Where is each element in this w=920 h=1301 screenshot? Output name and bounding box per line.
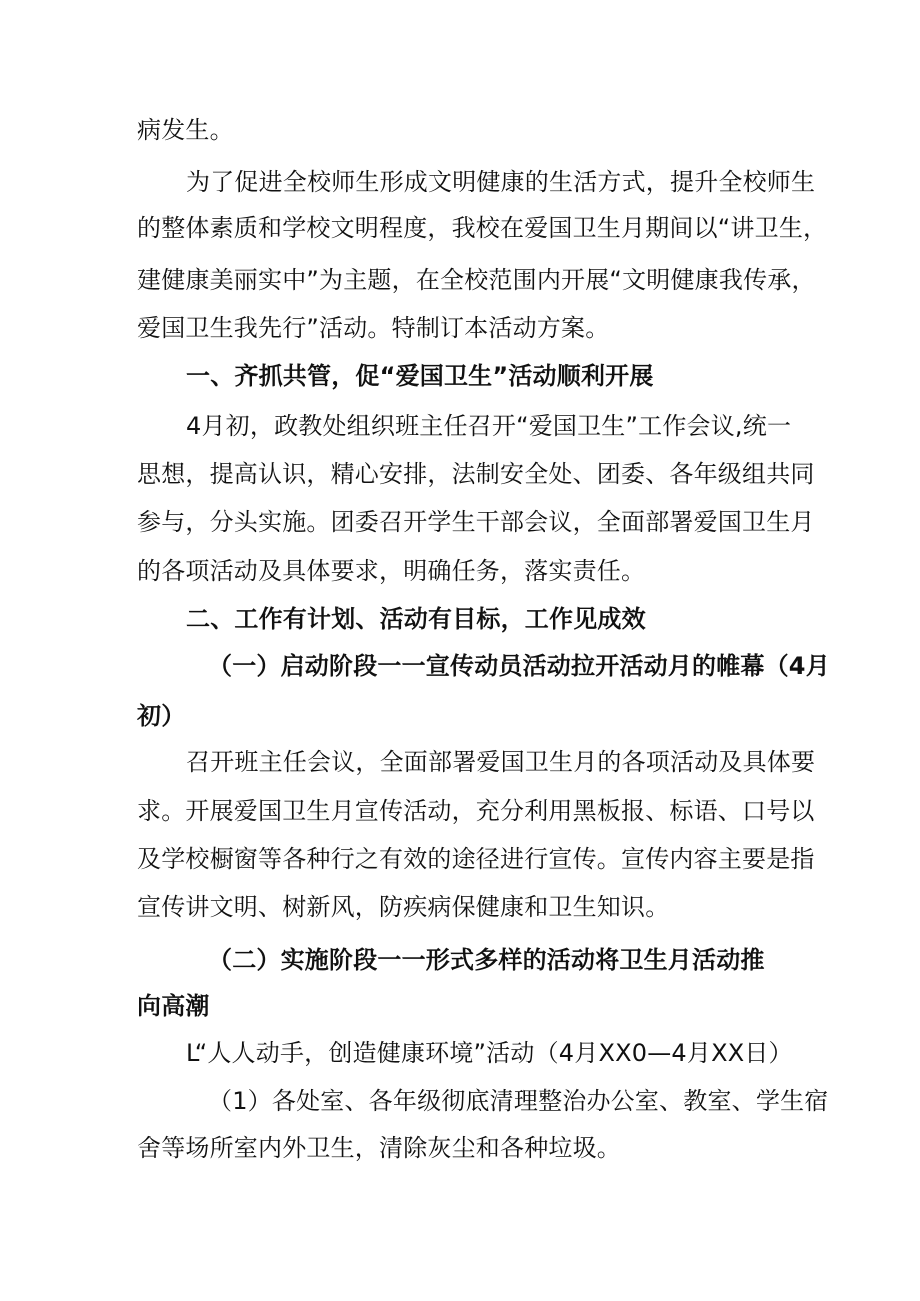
subsection-heading-1: （一）启动阶段一一宣传动员活动拉开活动月的帷幕（4月 bbox=[208, 652, 830, 680]
paragraph-subsection-1-line: 及学校橱窗等各种行之有效的途径进行宣传。宣传内容主要是指 bbox=[137, 845, 815, 873]
activity-item-line: 舍等场所室内外卫生，清除灰尘和各种垃圾。 bbox=[137, 1134, 621, 1162]
section-heading-2: 二、工作有计划、活动有目标，工作见成效 bbox=[186, 605, 646, 633]
paragraph-section-1-line: 参与，分头实施。团委召开学生干部会议，全面部署爱国卫生月 bbox=[137, 508, 815, 536]
paragraph-intro-line: 为了促进全校师生形成文明健康的生活方式，提升全校师生 bbox=[186, 168, 816, 196]
paragraph-section-1-line: 4月初，政教处组织班主任召开“爱国卫生”工作会议,统一 bbox=[186, 412, 792, 440]
subsection-heading-2-continuation: 向高潮 bbox=[137, 992, 210, 1020]
activity-item-line: （1）各处室、各年级彻底清理整治办公室、教室、学生宿 bbox=[208, 1087, 829, 1115]
paragraph-intro-line: 爱国卫生我先行”活动。特制订本活动方案。 bbox=[137, 314, 610, 342]
paragraph-subsection-1-line: 召开班主任会议，全面部署爱国卫生月的各项活动及具体要 bbox=[186, 748, 816, 776]
paragraph-section-1-line: 的各项活动及具体要求，明确任务，落实责任。 bbox=[137, 557, 646, 585]
paragraph-subsection-1-line: 宣传讲文明、树新风，防疾病保健康和卫生知识。 bbox=[137, 893, 670, 921]
paragraph-intro-line: 的整体素质和学校文明程度，我校在爱国卫生月期间以“讲卫生， bbox=[137, 214, 828, 242]
text-line: 病发生。 bbox=[137, 116, 234, 144]
paragraph-section-1-line: 思想，提高认识，精心安排，法制安全处、团委、各年级组共同 bbox=[137, 460, 815, 488]
subsection-heading-2: （二）实施阶段一一形式多样的活动将卫生月活动推 bbox=[208, 946, 765, 974]
paragraph-intro-line: 建健康美丽实中”为主题，在全校范围内开展“文明健康我传承， bbox=[137, 266, 816, 294]
section-heading-1: 一、齐抓共管，促“爱国卫生”活动顺利开展 bbox=[186, 362, 654, 390]
paragraph-subsection-1-line: 求。开展爱国卫生月宣传活动，充分利用黑板报、标语、口号以 bbox=[137, 797, 815, 825]
subsection-heading-1-continuation: 初） bbox=[137, 702, 186, 730]
activity-title: L“人人动手，创造健康环境”活动（4月XX0—4月XX日） bbox=[186, 1039, 793, 1067]
